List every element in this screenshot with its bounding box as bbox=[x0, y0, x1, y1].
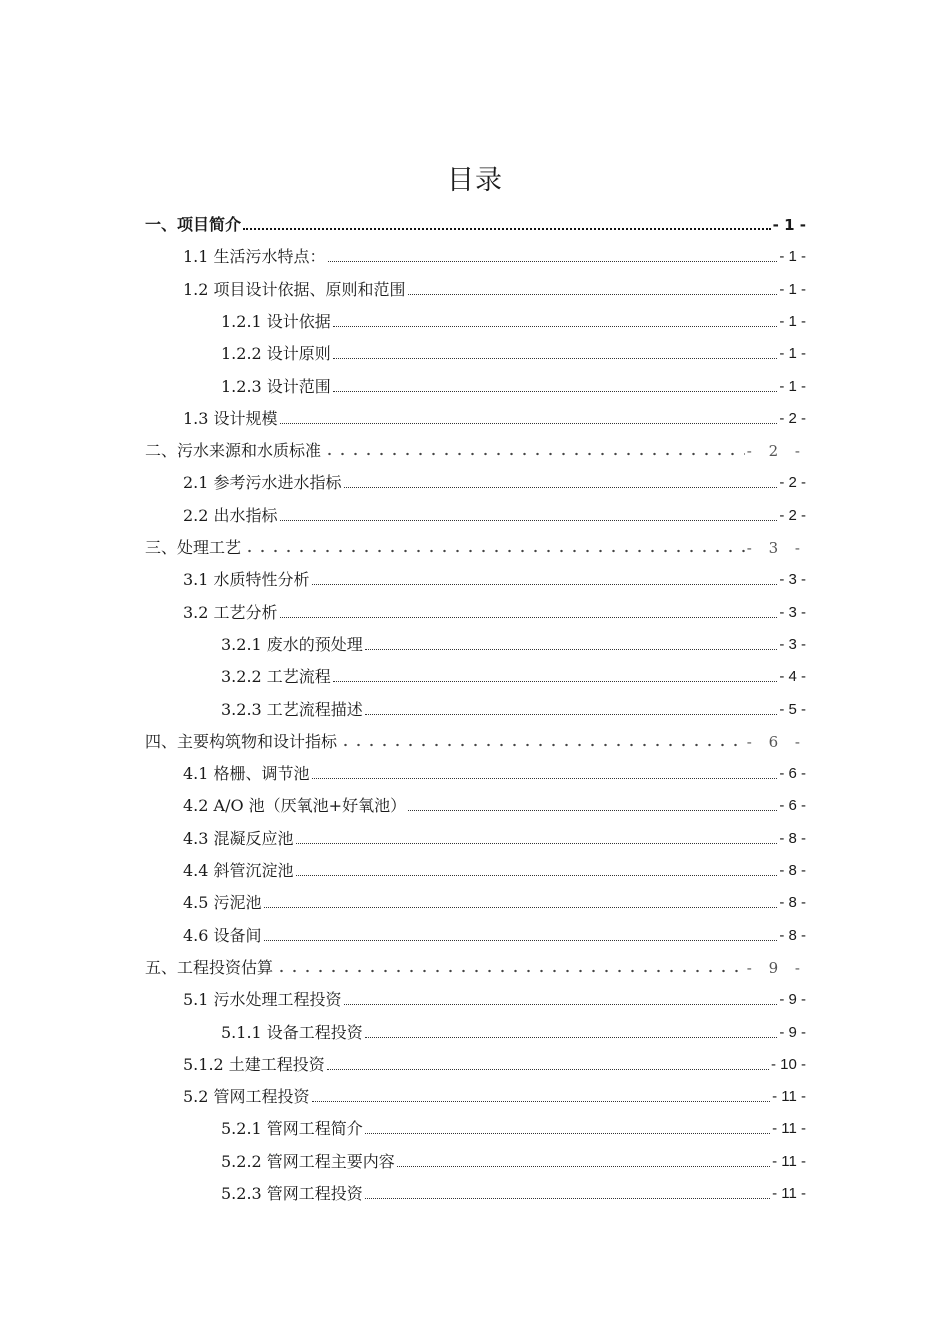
toc-page-number: - 3 - bbox=[779, 635, 806, 653]
toc-entry[interactable] bbox=[221, 690, 806, 720]
toc-dot-leader bbox=[243, 549, 745, 553]
toc-page-number: - 1 - bbox=[779, 345, 806, 363]
toc-entry-label: 5.2.2 管网工程主要内容 bbox=[221, 1151, 395, 1171]
toc-dot-leader bbox=[323, 452, 745, 456]
toc-entry[interactable] bbox=[183, 1077, 806, 1107]
toc-page-number: - 11 - bbox=[772, 1185, 806, 1202]
toc-entry[interactable] bbox=[183, 851, 806, 881]
toc-entry[interactable] bbox=[145, 528, 806, 558]
toc-entry-label: 5.1.2 土建工程投资 bbox=[183, 1054, 325, 1074]
toc-page-number: - 4 - bbox=[779, 668, 806, 686]
toc-page-number: - 9 - bbox=[779, 1023, 806, 1041]
toc-dot-leader bbox=[344, 487, 778, 488]
toc-entry-label: 3.2 工艺分析 bbox=[183, 602, 278, 622]
toc-entry-label: 1.3 设计规模 bbox=[183, 408, 278, 428]
toc-page-number: - 1 - bbox=[779, 280, 806, 298]
toc-page-number: - 8 - bbox=[779, 894, 806, 912]
toc-dot-leader bbox=[275, 969, 745, 973]
toc-dot-leader bbox=[280, 520, 778, 521]
toc-entry[interactable] bbox=[145, 431, 806, 461]
toc-entry-label: 5.2 管网工程投资 bbox=[183, 1087, 310, 1107]
toc-entry[interactable] bbox=[183, 916, 806, 946]
toc-page-number: - 3 - bbox=[779, 571, 806, 589]
toc-entry-label: 4.2 A/O 池（厌氧池+好氧池） bbox=[183, 796, 407, 816]
toc-page-number: - 8 - bbox=[779, 829, 806, 847]
toc-dot-leader bbox=[344, 1004, 778, 1005]
toc-entry-label: 1.2.3 设计范围 bbox=[221, 376, 331, 396]
toc-dot-leader bbox=[408, 810, 777, 811]
toc-entry[interactable] bbox=[183, 270, 806, 300]
toc-entry-label: 3.2.3 工艺流程描述 bbox=[221, 699, 363, 719]
toc-page-number: - 2 - bbox=[779, 409, 806, 427]
toc-entry[interactable] bbox=[221, 1174, 806, 1204]
toc-entry[interactable] bbox=[183, 463, 806, 493]
toc-page-number: - 10 - bbox=[770, 1055, 806, 1073]
toc-page-number: - 1 - bbox=[772, 216, 806, 234]
toc-dot-leader bbox=[296, 843, 778, 844]
toc-entry[interactable] bbox=[183, 560, 806, 590]
toc-entry-label: 1.2 项目设计依据、原则和范围 bbox=[183, 279, 406, 299]
toc-dot-leader bbox=[333, 391, 778, 392]
toc-page-number: - 11 - bbox=[772, 1088, 806, 1106]
toc-entry[interactable] bbox=[183, 399, 806, 429]
toc-entry-label: 1.2.1 设计依据 bbox=[221, 311, 331, 331]
toc-dot-leader bbox=[312, 1101, 771, 1102]
toc-dot-leader bbox=[333, 326, 778, 327]
toc-entry[interactable] bbox=[145, 722, 806, 752]
toc-page-number: - 1 - bbox=[779, 312, 806, 330]
toc-entry[interactable] bbox=[221, 1013, 806, 1043]
toc-page-number: - 3 - bbox=[779, 603, 806, 621]
toc-entry-label: 三、处理工艺 bbox=[145, 538, 242, 557]
toc-page-number: - 2 - bbox=[746, 442, 806, 461]
toc-entry[interactable] bbox=[221, 657, 806, 687]
toc-page-number: - 8 - bbox=[779, 862, 806, 879]
toc-entry[interactable] bbox=[183, 593, 806, 623]
toc-entry-label: 5.1.1 设备工程投资 bbox=[221, 1022, 363, 1042]
toc-entry[interactable] bbox=[183, 786, 806, 816]
toc-page-number: - 2 - bbox=[779, 506, 806, 524]
toc-entry[interactable] bbox=[183, 496, 806, 526]
toc-entry-label: 4.5 污泥池 bbox=[183, 893, 262, 913]
toc-entry-label: 五、工程投资估算 bbox=[145, 957, 274, 977]
toc-dot-leader bbox=[243, 228, 771, 230]
toc-page-number: - 6 - bbox=[779, 765, 806, 783]
toc-entry[interactable] bbox=[221, 367, 806, 397]
toc-dot-leader bbox=[280, 617, 778, 618]
toc-page-number: - 11 - bbox=[772, 1152, 806, 1170]
toc-page-number: - 6 - bbox=[779, 797, 806, 815]
toc-dot-leader bbox=[365, 649, 778, 650]
toc-dot-leader bbox=[327, 1069, 769, 1070]
toc-entry[interactable] bbox=[183, 1045, 806, 1075]
toc-page-number: - 6 - bbox=[746, 732, 806, 751]
toc-entry-label: 二、污水来源和水质标准 bbox=[145, 441, 322, 461]
toc-entry-label: 3.2.1 废水的预处理 bbox=[221, 634, 363, 654]
toc-page-number: - 8 - bbox=[779, 926, 806, 944]
toc-dot-leader bbox=[339, 743, 745, 747]
toc-entry[interactable] bbox=[183, 237, 806, 267]
page-title: 目录 bbox=[447, 165, 503, 196]
toc-entry[interactable] bbox=[183, 754, 806, 784]
toc-entry-label: 1.2.2 设计原则 bbox=[221, 344, 331, 364]
toc-page-number: - 3 - bbox=[746, 539, 806, 557]
toc-dot-leader bbox=[333, 358, 778, 359]
toc-page-number: - 2 - bbox=[779, 474, 806, 492]
toc-entry-label: 4.6 设备间 bbox=[183, 925, 262, 945]
toc-page-number: - 9 - bbox=[779, 991, 806, 1009]
toc-dot-leader bbox=[296, 875, 778, 876]
toc-page-number: - 5 - bbox=[779, 700, 806, 718]
toc-entry[interactable] bbox=[221, 625, 806, 655]
toc-dot-leader bbox=[365, 1198, 770, 1199]
toc-entry-label: 2.1 参考污水进水指标 bbox=[183, 473, 342, 493]
toc-dot-leader bbox=[365, 1037, 778, 1038]
toc-entry-label: 4.3 混凝反应池 bbox=[183, 828, 294, 848]
toc-entry[interactable] bbox=[183, 819, 806, 849]
toc-dot-leader bbox=[408, 294, 778, 295]
toc-dot-leader bbox=[333, 681, 778, 682]
toc-dot-leader bbox=[328, 261, 778, 262]
toc-dot-leader bbox=[264, 907, 778, 908]
toc-dot-leader bbox=[365, 1133, 770, 1134]
toc-entry-label: 一、项目简介 bbox=[145, 215, 242, 234]
toc-page-number: - 11 - bbox=[772, 1120, 806, 1138]
toc-entry[interactable] bbox=[145, 948, 806, 978]
toc-dot-leader bbox=[264, 940, 778, 941]
toc-entry[interactable] bbox=[221, 1109, 806, 1139]
toc-page-number: - 9 - bbox=[746, 958, 806, 977]
toc-entry[interactable] bbox=[183, 980, 806, 1010]
toc-dot-leader bbox=[365, 714, 778, 715]
toc-dot-leader bbox=[312, 584, 778, 585]
toc-entry-label: 4.1 格栅、调节池 bbox=[183, 764, 310, 784]
toc-dot-leader bbox=[397, 1166, 770, 1167]
toc-entry-label: 4.4 斜管沉淀池 bbox=[183, 861, 294, 880]
toc-entry-label: 3.1 水质特性分析 bbox=[183, 570, 310, 590]
toc-entry[interactable] bbox=[221, 334, 806, 364]
toc-entry-label: 5.2.3 管网工程投资 bbox=[221, 1184, 363, 1203]
toc-entry[interactable] bbox=[145, 205, 806, 235]
toc-entry-label: 5.2.1 管网工程简介 bbox=[221, 1119, 363, 1139]
toc-entry-label: 四、主要构筑物和设计指标 bbox=[145, 731, 338, 751]
toc-page-number: - 1 - bbox=[779, 248, 806, 266]
toc-entry[interactable] bbox=[221, 302, 806, 332]
toc-dot-leader bbox=[280, 423, 778, 424]
toc-entry-label: 1.1 生活污水特点： bbox=[183, 247, 326, 267]
toc-dot-leader bbox=[312, 778, 778, 779]
toc-page-number: - 1 - bbox=[779, 377, 806, 395]
toc-entry[interactable] bbox=[183, 883, 806, 913]
toc-entry[interactable] bbox=[221, 1142, 806, 1172]
toc-entry-label: 5.1 污水处理工程投资 bbox=[183, 990, 342, 1010]
toc-entry-label: 3.2.2 工艺流程 bbox=[221, 667, 331, 687]
toc-entry-label: 2.2 出水指标 bbox=[183, 505, 278, 525]
